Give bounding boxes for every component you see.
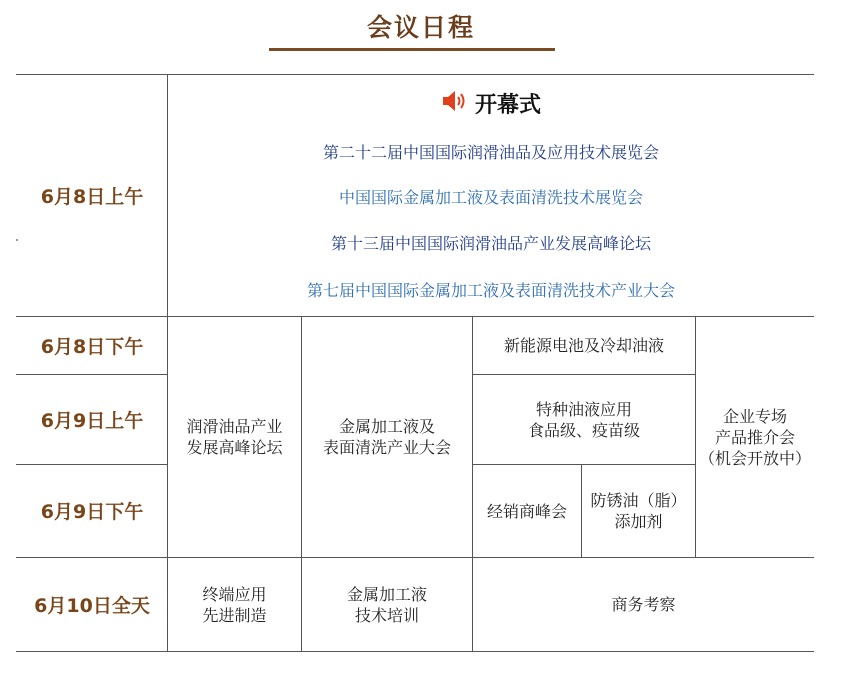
session-metalworking-training: 金属加工液 技术培训 bbox=[346, 584, 427, 625]
schedule-table bbox=[16, 74, 814, 652]
rule-bottom bbox=[16, 651, 814, 652]
session-lubricant-forum: 润滑油品产业 发展高峰论坛 bbox=[186, 417, 283, 457]
session-metalworking-conference: 金属加工液及 表面清洗产业大会 bbox=[322, 417, 451, 457]
opening-ceremony-heading bbox=[168, 86, 814, 120]
session-special-fluids: 特种油液应用 食品级、疫苗级 bbox=[527, 399, 640, 440]
session-business-visit: 商务考察 bbox=[611, 595, 676, 614]
time-jun10-all: 6月10日全天 bbox=[34, 594, 150, 617]
event-metalworking-conference: 第七届中国国际金属加工液及表面清洗技术产业大会 bbox=[306, 281, 675, 300]
title-underline bbox=[269, 48, 555, 51]
time-jun8-pm: 6月8日下午 bbox=[40, 335, 144, 358]
time-jun9-am: 6月9日上午 bbox=[40, 409, 144, 432]
event-lubricant-expo: 第二十二届中国国际润滑油品及应用技术展览会 bbox=[322, 143, 659, 162]
event-metalworking-expo: 中国国际金属加工液及表面清洗技术展览会 bbox=[338, 188, 643, 207]
session-terminal-application: 终端应用 先进制造 bbox=[202, 584, 267, 625]
time-jun9-pm: 6月9日下午 bbox=[40, 501, 144, 523]
page-title: 会议日程 bbox=[366, 13, 475, 42]
event-lubricant-forum: 第十三届中国国际润滑油品产业发展高峰论坛 bbox=[330, 234, 651, 253]
speaker-icon bbox=[441, 88, 469, 118]
session-new-energy: 新能源电池及冷却油液 bbox=[503, 336, 664, 355]
session-enterprise-special: 企业专场 产品推介会 （机会开放中） bbox=[698, 406, 811, 468]
time-jun8-am: 6月8日上午 bbox=[40, 185, 144, 208]
opening-ceremony-label: 开幕式 bbox=[474, 92, 541, 118]
session-distributor-summit: 经销商峰会 bbox=[486, 501, 567, 521]
session-antirust: 防锈油（脂） 添加剂 bbox=[590, 491, 687, 531]
